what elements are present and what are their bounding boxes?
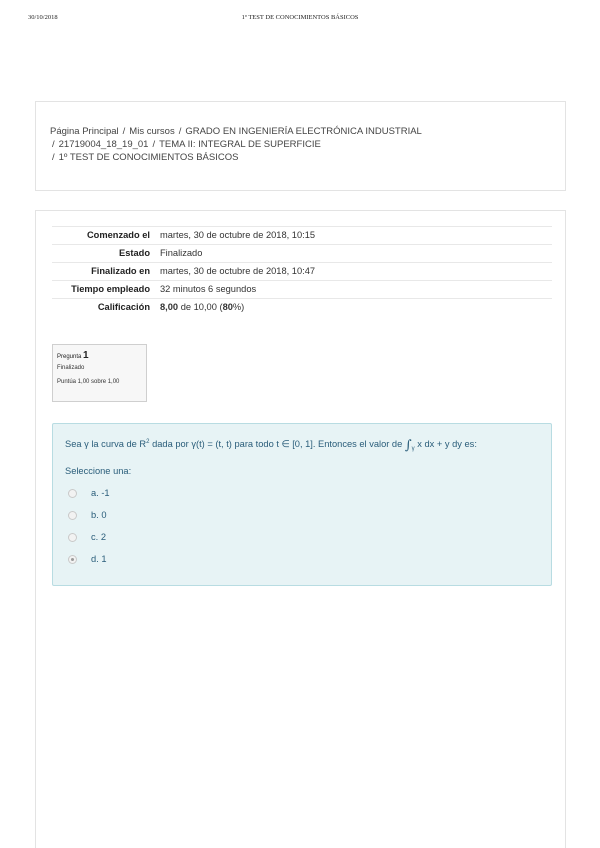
question-number-value: 1 [83,350,89,361]
breadcrumb-separator: / [152,139,156,150]
breadcrumb-my-courses[interactable]: Mis cursos [129,126,175,137]
summary-row-grade [52,299,552,317]
answer-radio-a[interactable] [68,489,77,498]
grade-rest: de 10,00 ( [178,302,223,312]
breadcrumb-separator: / [52,152,55,163]
question-text-middle: dada por γ(t) = (t, t) para todo t ∈ [0, 1]. Entonces el valor de [149,439,405,449]
summary-row-started [52,227,552,245]
answer-option-d[interactable] [65,548,539,570]
attempt-summary-table [52,226,552,316]
finished-label: Finalizado en [52,263,156,281]
time-label: Tiempo empleado [52,281,156,299]
grade-score: 8,00 [160,302,179,312]
started-value: martes, 30 de octubre de 2018, 10:15 [156,227,552,245]
breadcrumb-degree[interactable]: GRADO EN INGENIERÍA ELECTRÓNICA INDUSTRIAL [185,126,422,137]
grade-label: Calificación [52,299,156,317]
grade-value [156,299,552,317]
print-date: 30/10/2018 [28,14,58,21]
answer-label-a: a. -1 [91,488,110,498]
breadcrumb-separator: / [122,126,126,137]
time-value: 32 minutos 6 segundos [156,281,552,299]
summary-row-time [52,281,552,299]
integral-symbol: ∫ [404,438,412,453]
grade-percent: 80 [222,302,233,312]
print-title: 1º TEST DE CONOCIMIENTOS BÁSICOS [241,14,359,21]
breadcrumb-separator: / [178,126,182,137]
question-text-end: x dx + y dy es: [414,439,477,449]
answer-list [65,482,539,570]
answer-option-b[interactable] [65,504,539,526]
breadcrumb-home[interactable]: Página Principal [50,126,119,137]
question-text-exponent: 2 [146,438,150,445]
breadcrumb-topic[interactable]: TEMA II: INTEGRAL DE SUPERFICIE [159,139,321,150]
answer-radio-b[interactable] [68,511,77,520]
answer-label-d: d. 1 [91,554,107,564]
answer-option-c[interactable] [65,526,539,548]
answer-option-a[interactable] [65,482,539,504]
finished-value: martes, 30 de octubre de 2018, 10:47 [156,263,552,281]
print-header [28,14,572,28]
question-number-label: Pregunta [57,354,82,360]
breadcrumb-separator: / [52,139,55,150]
answer-prompt: Seleccione una: [65,466,132,476]
question-text [65,438,539,453]
answer-label-b: b. 0 [91,510,107,520]
question-number [57,350,142,361]
breadcrumb-quiz[interactable]: 1º TEST DE CONOCIMIENTOS BÁSICOS [58,152,239,163]
state-value: Finalizado [156,245,552,263]
state-label: Estado [52,245,156,263]
answer-radio-d[interactable] [68,555,77,564]
breadcrumb-course[interactable]: 21719004_18_19_01 [58,139,149,150]
question-info [52,344,147,402]
question-state: Finalizado [57,365,85,371]
summary-row-state [52,245,552,263]
grade-close: %) [232,302,245,312]
question-text-start: Sea γ la curva de R [65,439,147,449]
integral-subscript: γ [411,446,415,452]
started-label: Comenzado el [52,227,156,245]
attempt-review-panel [35,210,566,848]
breadcrumb [50,125,422,164]
breadcrumb-panel [35,101,566,191]
summary-row-finished [52,263,552,281]
question-formulation [52,423,552,586]
answer-label-c: c. 2 [91,532,106,542]
question-grade: Puntúa 1,00 sobre 1,00 [57,379,120,385]
answer-radio-c[interactable] [68,533,77,542]
